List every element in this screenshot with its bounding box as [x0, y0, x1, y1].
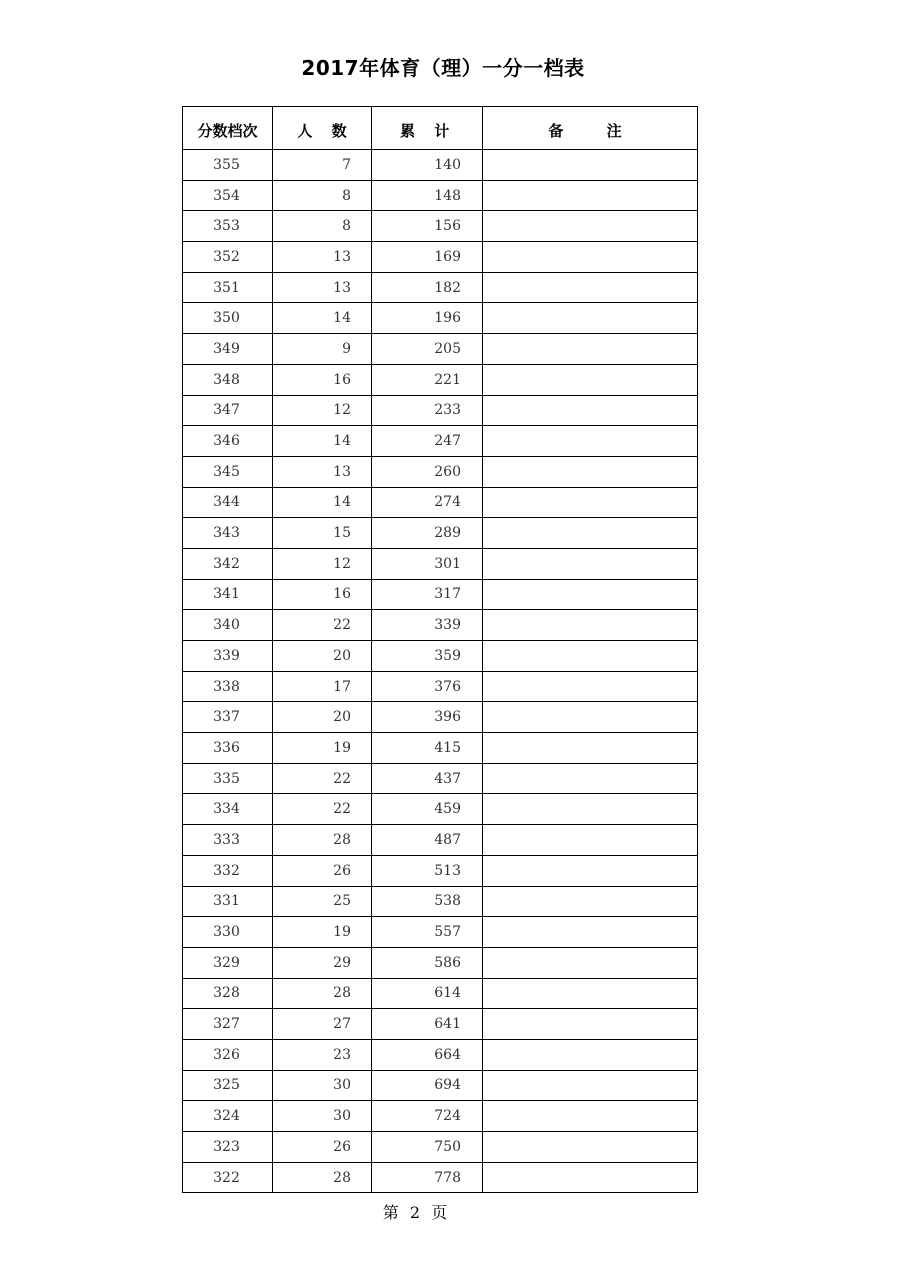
cell-score: 351 [183, 272, 273, 303]
cell-cumulative: 724 [372, 1101, 483, 1132]
cell-score: 333 [183, 825, 273, 856]
table-row [183, 947, 698, 978]
table-row [183, 978, 698, 1009]
cell-note [483, 1070, 698, 1101]
cell-score: 339 [183, 641, 273, 672]
cell-count: 12 [273, 395, 372, 426]
cell-score: 352 [183, 242, 273, 273]
cell-cumulative: 317 [372, 579, 483, 610]
table-row [183, 886, 698, 917]
cell-count: 19 [273, 917, 372, 948]
header-row [183, 107, 698, 150]
cell-score: 354 [183, 180, 273, 211]
table-row [183, 303, 698, 334]
cell-cumulative: 614 [372, 978, 483, 1009]
cell-count: 8 [273, 211, 372, 242]
cell-cumulative: 694 [372, 1070, 483, 1101]
table-row [183, 364, 698, 395]
cell-score: 353 [183, 211, 273, 242]
cell-count: 27 [273, 1009, 372, 1040]
table-row [183, 487, 698, 518]
cell-score: 322 [183, 1162, 273, 1193]
cell-count: 20 [273, 702, 372, 733]
cell-cumulative: 289 [372, 518, 483, 549]
cell-count: 30 [273, 1070, 372, 1101]
cell-count: 26 [273, 855, 372, 886]
cell-count: 7 [273, 150, 372, 181]
cell-cumulative: 750 [372, 1132, 483, 1163]
table-row [183, 671, 698, 702]
cell-score: 348 [183, 364, 273, 395]
table-row [183, 395, 698, 426]
cell-count: 17 [273, 671, 372, 702]
cell-score: 335 [183, 763, 273, 794]
cell-count: 22 [273, 610, 372, 641]
cell-note [483, 334, 698, 365]
footer-prefix: 第 [382, 1203, 399, 1222]
cell-note [483, 794, 698, 825]
cell-cumulative: 415 [372, 733, 483, 764]
cell-note [483, 702, 698, 733]
cell-score: 355 [183, 150, 273, 181]
table-row [183, 917, 698, 948]
cell-score: 343 [183, 518, 273, 549]
table-row [183, 1039, 698, 1070]
cell-cumulative: 396 [372, 702, 483, 733]
table-row [183, 1162, 698, 1193]
cell-note [483, 364, 698, 395]
cell-cumulative: 359 [372, 641, 483, 672]
cell-cumulative: 538 [372, 886, 483, 917]
table-row [183, 150, 698, 181]
cell-score: 338 [183, 671, 273, 702]
cell-score: 347 [183, 395, 273, 426]
table-row [183, 242, 698, 273]
cell-count: 15 [273, 518, 372, 549]
cell-note [483, 579, 698, 610]
table-row [183, 1132, 698, 1163]
cell-score: 346 [183, 426, 273, 457]
cell-count: 22 [273, 794, 372, 825]
score-distribution-table [182, 106, 698, 1193]
table-row [183, 610, 698, 641]
table-header [183, 107, 698, 150]
cell-note [483, 1009, 698, 1040]
cell-count: 14 [273, 487, 372, 518]
cell-note [483, 671, 698, 702]
table-row [183, 641, 698, 672]
table-row [183, 1009, 698, 1040]
page-title: 2017年体育（理）一分一档表 [301, 56, 585, 80]
cell-score: 331 [183, 886, 273, 917]
cell-cumulative: 148 [372, 180, 483, 211]
table-row [183, 518, 698, 549]
cell-score: 325 [183, 1070, 273, 1101]
cell-note [483, 733, 698, 764]
cell-count: 22 [273, 763, 372, 794]
cell-cumulative: 156 [372, 211, 483, 242]
cell-cumulative: 339 [372, 610, 483, 641]
cell-count: 28 [273, 978, 372, 1009]
cell-cumulative: 487 [372, 825, 483, 856]
cell-score: 344 [183, 487, 273, 518]
cell-count: 30 [273, 1101, 372, 1132]
cell-count: 8 [273, 180, 372, 211]
table-row [183, 548, 698, 579]
cell-note [483, 1101, 698, 1132]
cell-note [483, 272, 698, 303]
cell-score: 323 [183, 1132, 273, 1163]
cell-note [483, 518, 698, 549]
cell-note [483, 763, 698, 794]
cell-note [483, 978, 698, 1009]
table-row [183, 211, 698, 242]
cell-cumulative: 641 [372, 1009, 483, 1040]
table-row [183, 733, 698, 764]
cell-count: 16 [273, 579, 372, 610]
cell-count: 14 [273, 426, 372, 457]
cell-cumulative: 247 [372, 426, 483, 457]
cell-count: 29 [273, 947, 372, 978]
cell-note [483, 886, 698, 917]
cell-cumulative: 778 [372, 1162, 483, 1193]
header-cumulative: 累 计 [372, 107, 483, 150]
cell-score: 324 [183, 1101, 273, 1132]
header-score: 分数档次 [183, 107, 273, 150]
cell-cumulative: 196 [372, 303, 483, 334]
cell-note [483, 487, 698, 518]
cell-note [483, 825, 698, 856]
cell-note [483, 395, 698, 426]
cell-count: 9 [273, 334, 372, 365]
cell-cumulative: 205 [372, 334, 483, 365]
cell-note [483, 917, 698, 948]
cell-note [483, 456, 698, 487]
cell-score: 349 [183, 334, 273, 365]
cell-cumulative: 233 [372, 395, 483, 426]
cell-note [483, 211, 698, 242]
cell-score: 342 [183, 548, 273, 579]
table-row [183, 579, 698, 610]
cell-score: 345 [183, 456, 273, 487]
cell-count: 28 [273, 825, 372, 856]
cell-count: 23 [273, 1039, 372, 1070]
cell-note [483, 610, 698, 641]
cell-note [483, 1162, 698, 1193]
cell-cumulative: 182 [372, 272, 483, 303]
table-row [183, 825, 698, 856]
cell-note [483, 303, 698, 334]
cell-note [483, 242, 698, 273]
cell-note [483, 947, 698, 978]
table-row [183, 1070, 698, 1101]
cell-count: 14 [273, 303, 372, 334]
cell-cumulative: 376 [372, 671, 483, 702]
cell-score: 350 [183, 303, 273, 334]
cell-score: 332 [183, 855, 273, 886]
cell-count: 25 [273, 886, 372, 917]
table-row [183, 334, 698, 365]
table-row [183, 272, 698, 303]
page-footer [0, 1202, 830, 1224]
table-row [183, 763, 698, 794]
cell-count: 28 [273, 1162, 372, 1193]
cell-score: 330 [183, 917, 273, 948]
cell-cumulative: 513 [372, 855, 483, 886]
cell-note [483, 1132, 698, 1163]
cell-count: 13 [273, 272, 372, 303]
cell-cumulative: 169 [372, 242, 483, 273]
table-row [183, 456, 698, 487]
cell-score: 327 [183, 1009, 273, 1040]
table-row [183, 794, 698, 825]
cell-note [483, 1039, 698, 1070]
cell-score: 336 [183, 733, 273, 764]
cell-cumulative: 301 [372, 548, 483, 579]
cell-cumulative: 664 [372, 1039, 483, 1070]
cell-note [483, 150, 698, 181]
header-note: 备 注 [483, 107, 698, 150]
table-row [183, 180, 698, 211]
table-row [183, 1101, 698, 1132]
cell-cumulative: 274 [372, 487, 483, 518]
cell-cumulative: 557 [372, 917, 483, 948]
cell-note [483, 426, 698, 457]
cell-score: 328 [183, 978, 273, 1009]
cell-count: 19 [273, 733, 372, 764]
cell-cumulative: 586 [372, 947, 483, 978]
footer-suffix: 页 [431, 1203, 448, 1222]
page-number: 2 [409, 1203, 421, 1222]
cell-score: 334 [183, 794, 273, 825]
cell-score: 326 [183, 1039, 273, 1070]
cell-count: 20 [273, 641, 372, 672]
cell-cumulative: 221 [372, 364, 483, 395]
table-row [183, 855, 698, 886]
table-row [183, 702, 698, 733]
cell-note [483, 548, 698, 579]
cell-score: 341 [183, 579, 273, 610]
table-row [183, 426, 698, 457]
cell-cumulative: 260 [372, 456, 483, 487]
cell-count: 13 [273, 456, 372, 487]
cell-count: 12 [273, 548, 372, 579]
cell-cumulative: 459 [372, 794, 483, 825]
table-body [183, 150, 698, 1193]
cell-cumulative: 140 [372, 150, 483, 181]
cell-count: 13 [273, 242, 372, 273]
cell-count: 16 [273, 364, 372, 395]
cell-cumulative: 437 [372, 763, 483, 794]
cell-note [483, 855, 698, 886]
cell-score: 337 [183, 702, 273, 733]
cell-note [483, 641, 698, 672]
cell-note [483, 180, 698, 211]
header-count: 人 数 [273, 107, 372, 150]
cell-count: 26 [273, 1132, 372, 1163]
cell-score: 340 [183, 610, 273, 641]
cell-score: 329 [183, 947, 273, 978]
